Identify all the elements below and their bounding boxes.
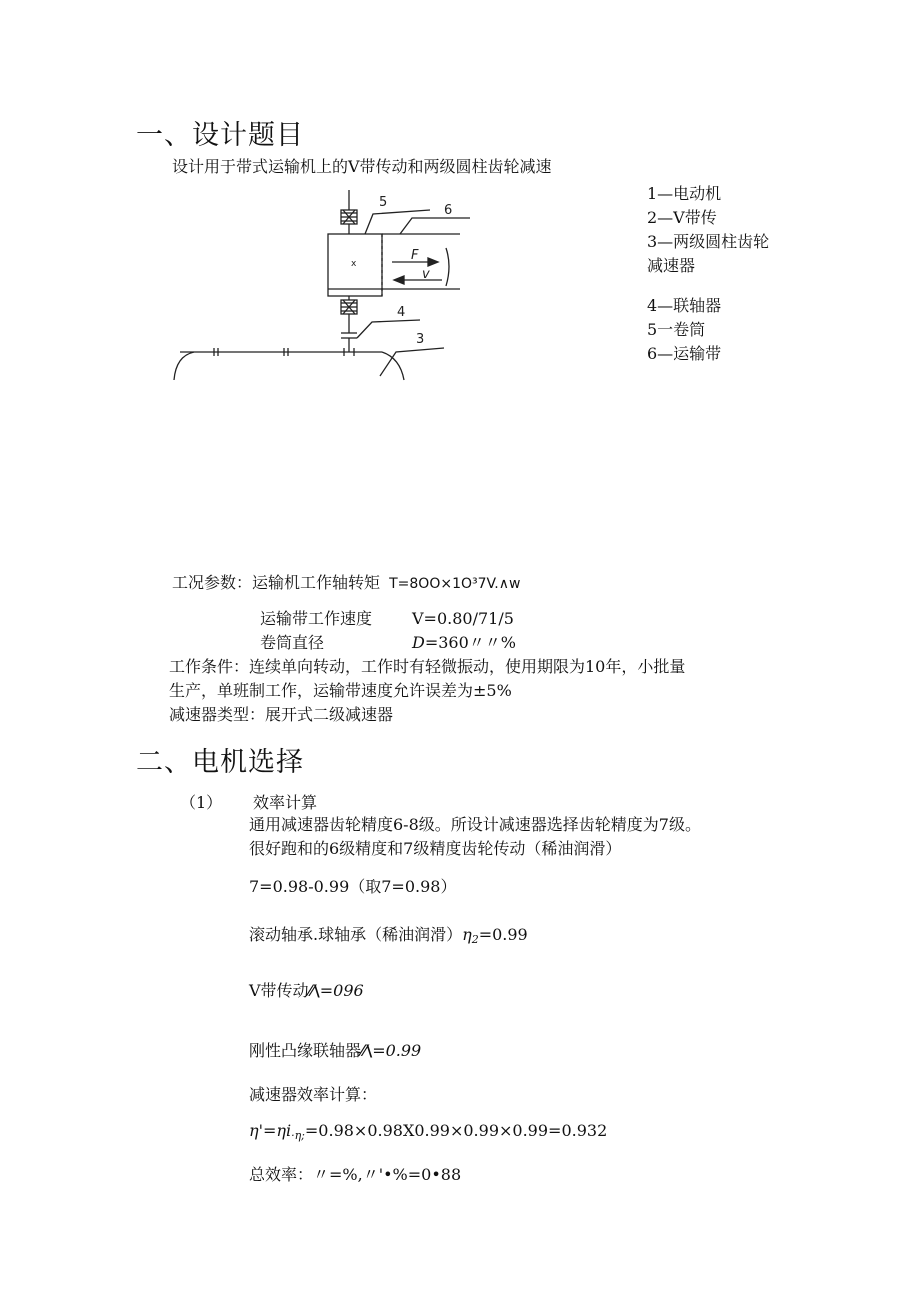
legend-item: 减速器 <box>647 256 696 275</box>
drum-diameter-label: 卷筒直径 <box>260 633 325 652</box>
legend-item: 2—V带传 <box>647 208 717 227</box>
coupling-efficiency-eq: 刚性凸缘联轴器⁄⁄\=0.99 <box>249 1041 422 1060</box>
work-conditions-line-2: 生产，单班制工作，运输带速度允许误差为±5% <box>169 681 512 700</box>
diagram-label-5: 5 <box>379 195 388 210</box>
gear-efficiency-eq: 7=0.98-0.99（取7=0.98） <box>249 877 457 896</box>
step-title: 效率计算 <box>253 793 318 812</box>
v-belt-efficiency-eq: V带传动⁄⁄\=096 <box>249 981 364 1000</box>
section-heading-motor-selection: 二、电机选择 <box>136 747 304 778</box>
legend-item: 5一卷筒 <box>647 320 706 339</box>
diagram-label-4: 4 <box>397 305 406 320</box>
work-conditions-line-1: 工作条件：连续单向转动，工作时有轻微振动，使用期限为10年，小批量 <box>169 657 686 676</box>
reducer-type: 减速器类型：展开式二级减速器 <box>169 705 394 724</box>
reducer-efficiency-eq: $\eta'=\eta i_{\cdot\eta;}=0.98\times 0.98X0.99\times 0.99\times 0.99=0.932$ <box>249 1121 608 1142</box>
legend-item: 1—电动机 <box>647 184 722 203</box>
bearing-efficiency-eq: 滚动轴承.球轴承（稀油润滑）$\eta_2=0.99$ <box>249 925 528 946</box>
legend-item: 4—联轴器 <box>647 296 722 315</box>
drum-diameter-value: D=360〃〃% <box>412 633 516 652</box>
diagram-label-6: 6 <box>444 203 453 218</box>
diagram-legend <box>647 182 769 366</box>
design-topic-text: 设计用于带式运输机上的V带传动和两级圆柱齿轮减速 <box>172 157 552 176</box>
transmission-diagram <box>160 188 453 383</box>
diagram-label-center-mark: x <box>351 259 357 269</box>
total-efficiency: 总效率：〃=%,〃'•%=0•88 <box>249 1165 462 1184</box>
step-number: （1） <box>180 793 223 812</box>
section-heading-design-topic: 一、设计题目 <box>136 120 304 151</box>
legend-item: 3—两级圆柱齿轮 <box>647 232 770 251</box>
belt-speed-label: 运输带工作速度 <box>260 609 373 628</box>
diagram-label-3: 3 <box>416 332 425 347</box>
gear-precision-line-1: 通用减速器齿轮精度6-8级。所设计减速器选择齿轮精度为7级。 <box>249 815 701 834</box>
torque-label: 工况参数：运输机工作轴转矩 <box>172 573 381 592</box>
conditions-row-torque <box>172 572 520 595</box>
belt-speed-value: V=0.80/71/5 <box>412 609 514 628</box>
diagram-label-velocity: v <box>422 267 430 282</box>
diagram-label-force: F <box>411 248 419 263</box>
reducer-efficiency-label: 减速器效率计算： <box>249 1085 378 1104</box>
gear-precision-line-2: 很好跑和的6级精度和7级精度齿轮传动（稀油润滑） <box>249 839 622 858</box>
torque-value: T=8OO×1O³7V.∧w <box>389 576 521 592</box>
legend-item: 6—运输带 <box>647 344 722 363</box>
